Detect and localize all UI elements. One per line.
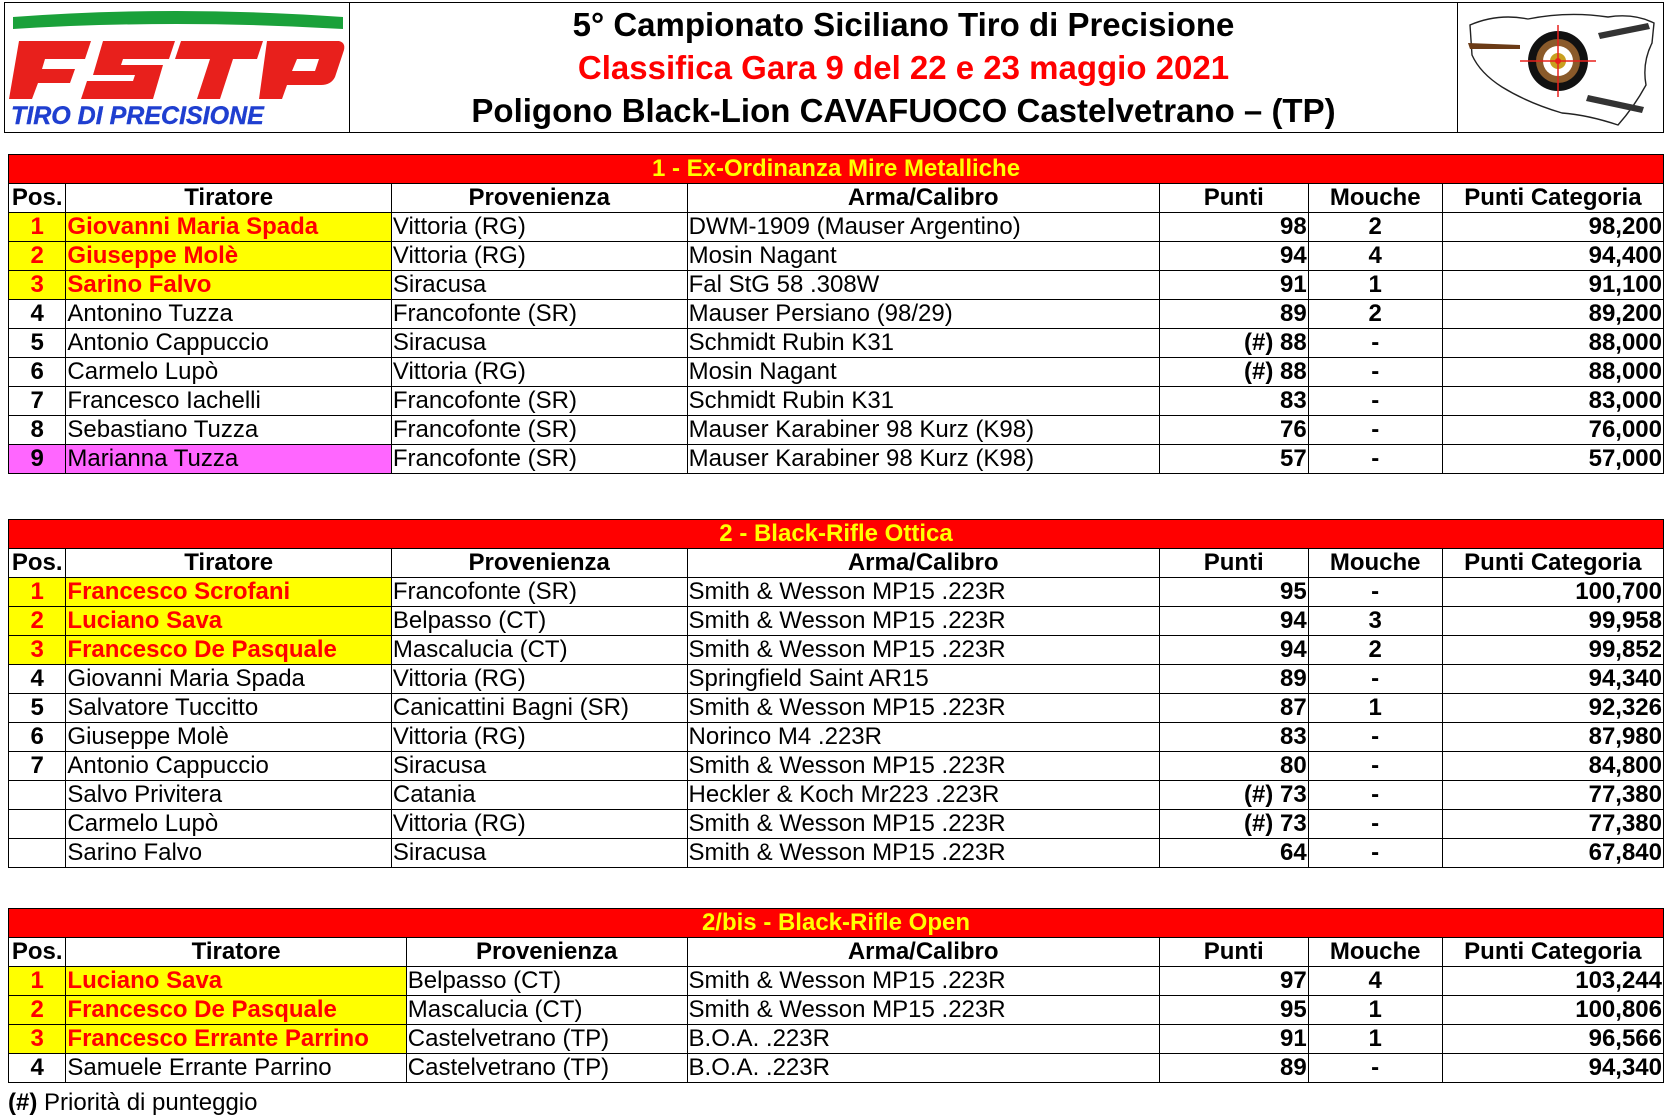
cell-punti: 57 — [1159, 445, 1308, 474]
fstp-logo-icon — [5, 3, 348, 132]
col-punti-categoria: Punti Categoria — [1442, 938, 1663, 967]
col-provenienza: Provenienza — [391, 549, 687, 578]
col-pos: Pos. — [9, 549, 66, 578]
cell-tiratore: Giovanni Maria Spada — [66, 665, 391, 694]
cell-punti: 89 — [1159, 300, 1308, 329]
table-row — [9, 665, 1664, 694]
col-arma: Arma/Calibro — [687, 184, 1159, 213]
cell-punti-categoria: 77,380 — [1442, 781, 1663, 810]
cell-mouche: 1 — [1308, 1025, 1442, 1054]
table-row — [9, 694, 1664, 723]
cell-tiratore: Sarino Falvo — [66, 839, 391, 868]
cell-mouche: 3 — [1308, 607, 1442, 636]
cell-pos: 9 — [9, 445, 66, 474]
table-row — [9, 752, 1664, 781]
cell-arma: Mosin Nagant — [687, 242, 1159, 271]
cell-tiratore: Antonio Cappuccio — [66, 329, 391, 358]
cell-provenienza: Vittoria (RG) — [391, 665, 687, 694]
cell-mouche: - — [1308, 723, 1442, 752]
cell-punti-categoria: 99,958 — [1442, 607, 1663, 636]
table-row — [9, 967, 1664, 996]
cell-provenienza: Francofonte (SR) — [391, 445, 687, 474]
table-row — [9, 996, 1664, 1025]
cell-provenienza: Castelvetrano (TP) — [406, 1054, 687, 1083]
cell-punti: (#) 88 — [1159, 329, 1308, 358]
cell-tiratore: Francesco De Pasquale — [66, 636, 391, 665]
cell-mouche: 4 — [1308, 967, 1442, 996]
col-provenienza: Provenienza — [391, 184, 687, 213]
cell-arma: Springfield Saint AR15 — [687, 665, 1159, 694]
cell-provenienza: Canicattini Bagni (SR) — [391, 694, 687, 723]
col-mouche: Mouche — [1308, 938, 1442, 967]
cell-pos: 4 — [9, 1054, 66, 1083]
cell-mouche: 2 — [1308, 300, 1442, 329]
cell-pos: 3 — [9, 1025, 66, 1054]
logo-text: FSTP — [5, 3, 8, 4]
cell-arma: Smith & Wesson MP15 .223R — [687, 578, 1159, 607]
cell-pos: 6 — [9, 723, 66, 752]
cell-arma: Smith & Wesson MP15 .223R — [687, 752, 1159, 781]
cell-arma: Mauser Karabiner 98 Kurz (K98) — [687, 416, 1159, 445]
cell-provenienza: Vittoria (RG) — [391, 358, 687, 387]
table-row — [9, 213, 1664, 242]
cell-punti: 97 — [1159, 967, 1308, 996]
cell-pos: 3 — [9, 636, 66, 665]
cell-punti: 87 — [1159, 694, 1308, 723]
cell-arma: Mauser Karabiner 98 Kurz (K98) — [687, 445, 1159, 474]
col-punti-categoria: Punti Categoria — [1442, 184, 1663, 213]
table-row — [9, 723, 1664, 752]
cell-provenienza: Siracusa — [391, 839, 687, 868]
col-punti: Punti — [1159, 184, 1308, 213]
col-provenienza: Provenienza — [406, 938, 687, 967]
cell-punti-categoria: 94,400 — [1442, 242, 1663, 271]
cell-punti-categoria: 100,700 — [1442, 578, 1663, 607]
title-venue: Poligono Black-Lion CAVAFUOCO Castelvetrano – (TP) — [471, 92, 1336, 129]
cell-arma: B.O.A. .223R — [687, 1054, 1159, 1083]
cell-tiratore: Francesco De Pasquale — [66, 996, 406, 1025]
table-row — [9, 578, 1664, 607]
ranking-table-2 — [8, 519, 1664, 868]
cell-provenienza: Catania — [391, 781, 687, 810]
cell-mouche: - — [1308, 781, 1442, 810]
cell-punti: 94 — [1159, 607, 1308, 636]
cell-arma: Fal StG 58 .308W — [687, 271, 1159, 300]
cell-tiratore: Sarino Falvo — [66, 271, 391, 300]
cell-provenienza: Mascalucia (CT) — [406, 996, 687, 1025]
ranking-rows — [9, 578, 1664, 868]
cell-provenienza: Belpasso (CT) — [406, 967, 687, 996]
cell-mouche: - — [1308, 810, 1442, 839]
cell-mouche: 1 — [1308, 996, 1442, 1025]
cell-pos: 2 — [9, 242, 66, 271]
table-row — [9, 300, 1664, 329]
cell-punti-categoria: 88,000 — [1442, 329, 1663, 358]
cell-punti-categoria: 84,800 — [1442, 752, 1663, 781]
sicily-target-icon — [1458, 3, 1661, 132]
cell-arma: Smith & Wesson MP15 .223R — [687, 996, 1159, 1025]
cell-punti: 95 — [1159, 996, 1308, 1025]
logo-subtitle: TIRO DI PRECISIONE — [11, 102, 264, 130]
cell-provenienza: Vittoria (RG) — [391, 213, 687, 242]
ranking-table-1 — [8, 154, 1664, 474]
cell-provenienza: Siracusa — [391, 329, 687, 358]
title-block — [350, 3, 1458, 132]
cell-punti-categoria: 67,840 — [1442, 839, 1663, 868]
cell-mouche: - — [1308, 1054, 1442, 1083]
cell-punti-categoria: 83,000 — [1442, 387, 1663, 416]
ranking-rows — [9, 213, 1664, 474]
cell-pos — [9, 781, 66, 810]
cell-punti: 89 — [1159, 665, 1308, 694]
title-classification: Classifica Gara 9 del 22 e 23 maggio 2021 — [577, 49, 1230, 86]
cell-pos: 2 — [9, 607, 66, 636]
footnote-mark: (#) — [8, 1089, 38, 1116]
cell-arma: B.O.A. .223R — [687, 1025, 1159, 1054]
cell-punti: 91 — [1159, 1025, 1308, 1054]
table-row — [9, 445, 1664, 474]
table-header-row — [9, 184, 1664, 213]
cell-provenienza: Vittoria (RG) — [391, 810, 687, 839]
cell-tiratore: Antonino Tuzza — [66, 300, 391, 329]
cell-pos: 1 — [9, 967, 66, 996]
cell-arma: Smith & Wesson MP15 .223R — [687, 694, 1159, 723]
cell-tiratore: Marianna Tuzza — [66, 445, 391, 474]
cell-provenienza: Siracusa — [391, 271, 687, 300]
cell-provenienza: Francofonte (SR) — [391, 578, 687, 607]
table-row — [9, 242, 1664, 271]
cell-provenienza: Vittoria (RG) — [391, 723, 687, 752]
table-row — [9, 781, 1664, 810]
cell-pos — [9, 810, 66, 839]
cell-punti: 94 — [1159, 636, 1308, 665]
footnote-text: Priorità di punteggio — [37, 1089, 258, 1116]
col-pos: Pos. — [9, 184, 66, 213]
col-punti: Punti — [1159, 938, 1308, 967]
cell-provenienza: Mascalucia (CT) — [391, 636, 687, 665]
cell-punti: 94 — [1159, 242, 1308, 271]
cell-mouche: - — [1308, 387, 1442, 416]
cell-mouche: - — [1308, 578, 1442, 607]
cell-tiratore: Carmelo Lupò — [66, 358, 391, 387]
cell-mouche: - — [1308, 752, 1442, 781]
cell-arma: Norinco M4 .223R — [687, 723, 1159, 752]
category-title: 2 - Black-Rifle Ottica — [9, 520, 1664, 549]
table-row — [9, 271, 1664, 300]
cell-mouche: 2 — [1308, 213, 1442, 242]
cell-tiratore: Luciano Sava — [66, 967, 406, 996]
cell-punti: 98 — [1159, 213, 1308, 242]
cell-mouche: 1 — [1308, 694, 1442, 723]
cell-tiratore: Francesco Scrofani — [66, 578, 391, 607]
cell-punti-categoria: 57,000 — [1442, 445, 1663, 474]
cell-punti-categoria: 91,100 — [1442, 271, 1663, 300]
cell-tiratore: Samuele Errante Parrino — [66, 1054, 406, 1083]
cell-provenienza: Siracusa — [391, 752, 687, 781]
table-row — [9, 810, 1664, 839]
ranking-rows — [9, 967, 1664, 1083]
table-header-row — [9, 938, 1664, 967]
col-tiratore: Tiratore — [66, 938, 406, 967]
col-arma: Arma/Calibro — [687, 549, 1159, 578]
table-row — [9, 1025, 1664, 1054]
cell-provenienza: Castelvetrano (TP) — [406, 1025, 687, 1054]
cell-pos: 2 — [9, 996, 66, 1025]
cell-pos: 4 — [9, 665, 66, 694]
cell-arma: Smith & Wesson MP15 .223R — [687, 607, 1159, 636]
cell-provenienza: Francofonte (SR) — [391, 300, 687, 329]
cell-punti-categoria: 89,200 — [1442, 300, 1663, 329]
category-title: 2/bis - Black-Rifle Open — [9, 909, 1664, 938]
cell-mouche: - — [1308, 416, 1442, 445]
page-header — [4, 2, 1664, 133]
cell-mouche: 1 — [1308, 271, 1442, 300]
cell-tiratore: Salvo Privitera — [66, 781, 391, 810]
cell-arma: Smith & Wesson MP15 .223R — [687, 967, 1159, 996]
col-punti: Punti — [1159, 549, 1308, 578]
cell-arma: Mauser Persiano (98/29) — [687, 300, 1159, 329]
title-championship: 5° Campionato Siciliano Tiro di Precisione — [572, 6, 1235, 43]
cell-pos: 7 — [9, 387, 66, 416]
table-row — [9, 358, 1664, 387]
cell-punti: 95 — [1159, 578, 1308, 607]
cell-tiratore: Giovanni Maria Spada — [66, 213, 391, 242]
table-row — [9, 387, 1664, 416]
cell-punti: (#) 73 — [1159, 781, 1308, 810]
cell-arma: Smith & Wesson MP15 .223R — [687, 810, 1159, 839]
cell-pos: 1 — [9, 213, 66, 242]
cell-punti-categoria: 98,200 — [1442, 213, 1663, 242]
cell-mouche: - — [1308, 358, 1442, 387]
cell-pos: 5 — [9, 694, 66, 723]
ranking-table-3 — [8, 908, 1664, 1083]
cell-punti-categoria: 87,980 — [1442, 723, 1663, 752]
fstp-logo — [5, 3, 350, 132]
cell-arma: Mosin Nagant — [687, 358, 1159, 387]
table-row — [9, 636, 1664, 665]
cell-mouche: - — [1308, 839, 1442, 868]
cell-pos: 4 — [9, 300, 66, 329]
cell-tiratore: Sebastiano Tuzza — [66, 416, 391, 445]
cell-pos — [9, 839, 66, 868]
cell-punti: 64 — [1159, 839, 1308, 868]
cell-punti-categoria: 94,340 — [1442, 1054, 1663, 1083]
table-header-row — [9, 549, 1664, 578]
cell-punti: 83 — [1159, 723, 1308, 752]
cell-pos: 8 — [9, 416, 66, 445]
cell-mouche: - — [1308, 329, 1442, 358]
cell-punti-categoria: 99,852 — [1442, 636, 1663, 665]
cell-punti: (#) 88 — [1159, 358, 1308, 387]
cell-punti: 83 — [1159, 387, 1308, 416]
cell-provenienza: Belpasso (CT) — [391, 607, 687, 636]
col-mouche: Mouche — [1308, 184, 1442, 213]
cell-tiratore: Francesco Errante Parrino — [66, 1025, 406, 1054]
col-arma: Arma/Calibro — [687, 938, 1159, 967]
cell-tiratore: Antonio Cappuccio — [66, 752, 391, 781]
cell-pos: 3 — [9, 271, 66, 300]
cell-punti: 80 — [1159, 752, 1308, 781]
cell-punti-categoria: 88,000 — [1442, 358, 1663, 387]
cell-tiratore: Carmelo Lupò — [66, 810, 391, 839]
cell-provenienza: Francofonte (SR) — [391, 387, 687, 416]
cell-arma: Smith & Wesson MP15 .223R — [687, 636, 1159, 665]
col-mouche: Mouche — [1308, 549, 1442, 578]
cell-punti-categoria: 103,244 — [1442, 967, 1663, 996]
cell-mouche: - — [1308, 665, 1442, 694]
cell-arma: Heckler & Koch Mr223 .223R — [687, 781, 1159, 810]
cell-punti: 76 — [1159, 416, 1308, 445]
cell-tiratore: Giuseppe Molè — [66, 242, 391, 271]
cell-mouche: 4 — [1308, 242, 1442, 271]
cell-punti-categoria: 94,340 — [1442, 665, 1663, 694]
cell-punti-categoria: 96,566 — [1442, 1025, 1663, 1054]
col-tiratore: Tiratore — [66, 184, 391, 213]
cell-tiratore: Giuseppe Molè — [66, 723, 391, 752]
cell-tiratore: Luciano Sava — [66, 607, 391, 636]
cell-tiratore: Salvatore Tuccitto — [66, 694, 391, 723]
cell-pos: 6 — [9, 358, 66, 387]
cell-tiratore: Francesco Iachelli — [66, 387, 391, 416]
cell-arma: Schmidt Rubin K31 — [687, 387, 1159, 416]
category-title: 1 - Ex-Ordinanza Mire Metalliche — [9, 155, 1664, 184]
table-row — [9, 1054, 1664, 1083]
cell-punti-categoria: 76,000 — [1442, 416, 1663, 445]
table-row — [9, 839, 1664, 868]
col-punti-categoria: Punti Categoria — [1442, 549, 1663, 578]
cell-punti: (#) 73 — [1159, 810, 1308, 839]
cell-provenienza: Vittoria (RG) — [391, 242, 687, 271]
col-pos: Pos. — [9, 938, 66, 967]
cell-punti: 91 — [1159, 271, 1308, 300]
cell-mouche: - — [1308, 445, 1442, 474]
cell-pos: 5 — [9, 329, 66, 358]
footnote — [8, 1089, 257, 1117]
cell-punti-categoria: 92,326 — [1442, 694, 1663, 723]
table-row — [9, 416, 1664, 445]
cell-punti: 89 — [1159, 1054, 1308, 1083]
cell-arma: Schmidt Rubin K31 — [687, 329, 1159, 358]
table-row — [9, 329, 1664, 358]
cell-punti-categoria: 77,380 — [1442, 810, 1663, 839]
cell-arma: DWM-1909 (Mauser Argentino) — [687, 213, 1159, 242]
col-tiratore: Tiratore — [66, 549, 391, 578]
table-row — [9, 607, 1664, 636]
cell-punti-categoria: 100,806 — [1442, 996, 1663, 1025]
cell-pos: 1 — [9, 578, 66, 607]
sicily-emblem — [1458, 3, 1663, 132]
cell-provenienza: Francofonte (SR) — [391, 416, 687, 445]
cell-pos: 7 — [9, 752, 66, 781]
cell-arma: Smith & Wesson MP15 .223R — [687, 839, 1159, 868]
cell-mouche: 2 — [1308, 636, 1442, 665]
